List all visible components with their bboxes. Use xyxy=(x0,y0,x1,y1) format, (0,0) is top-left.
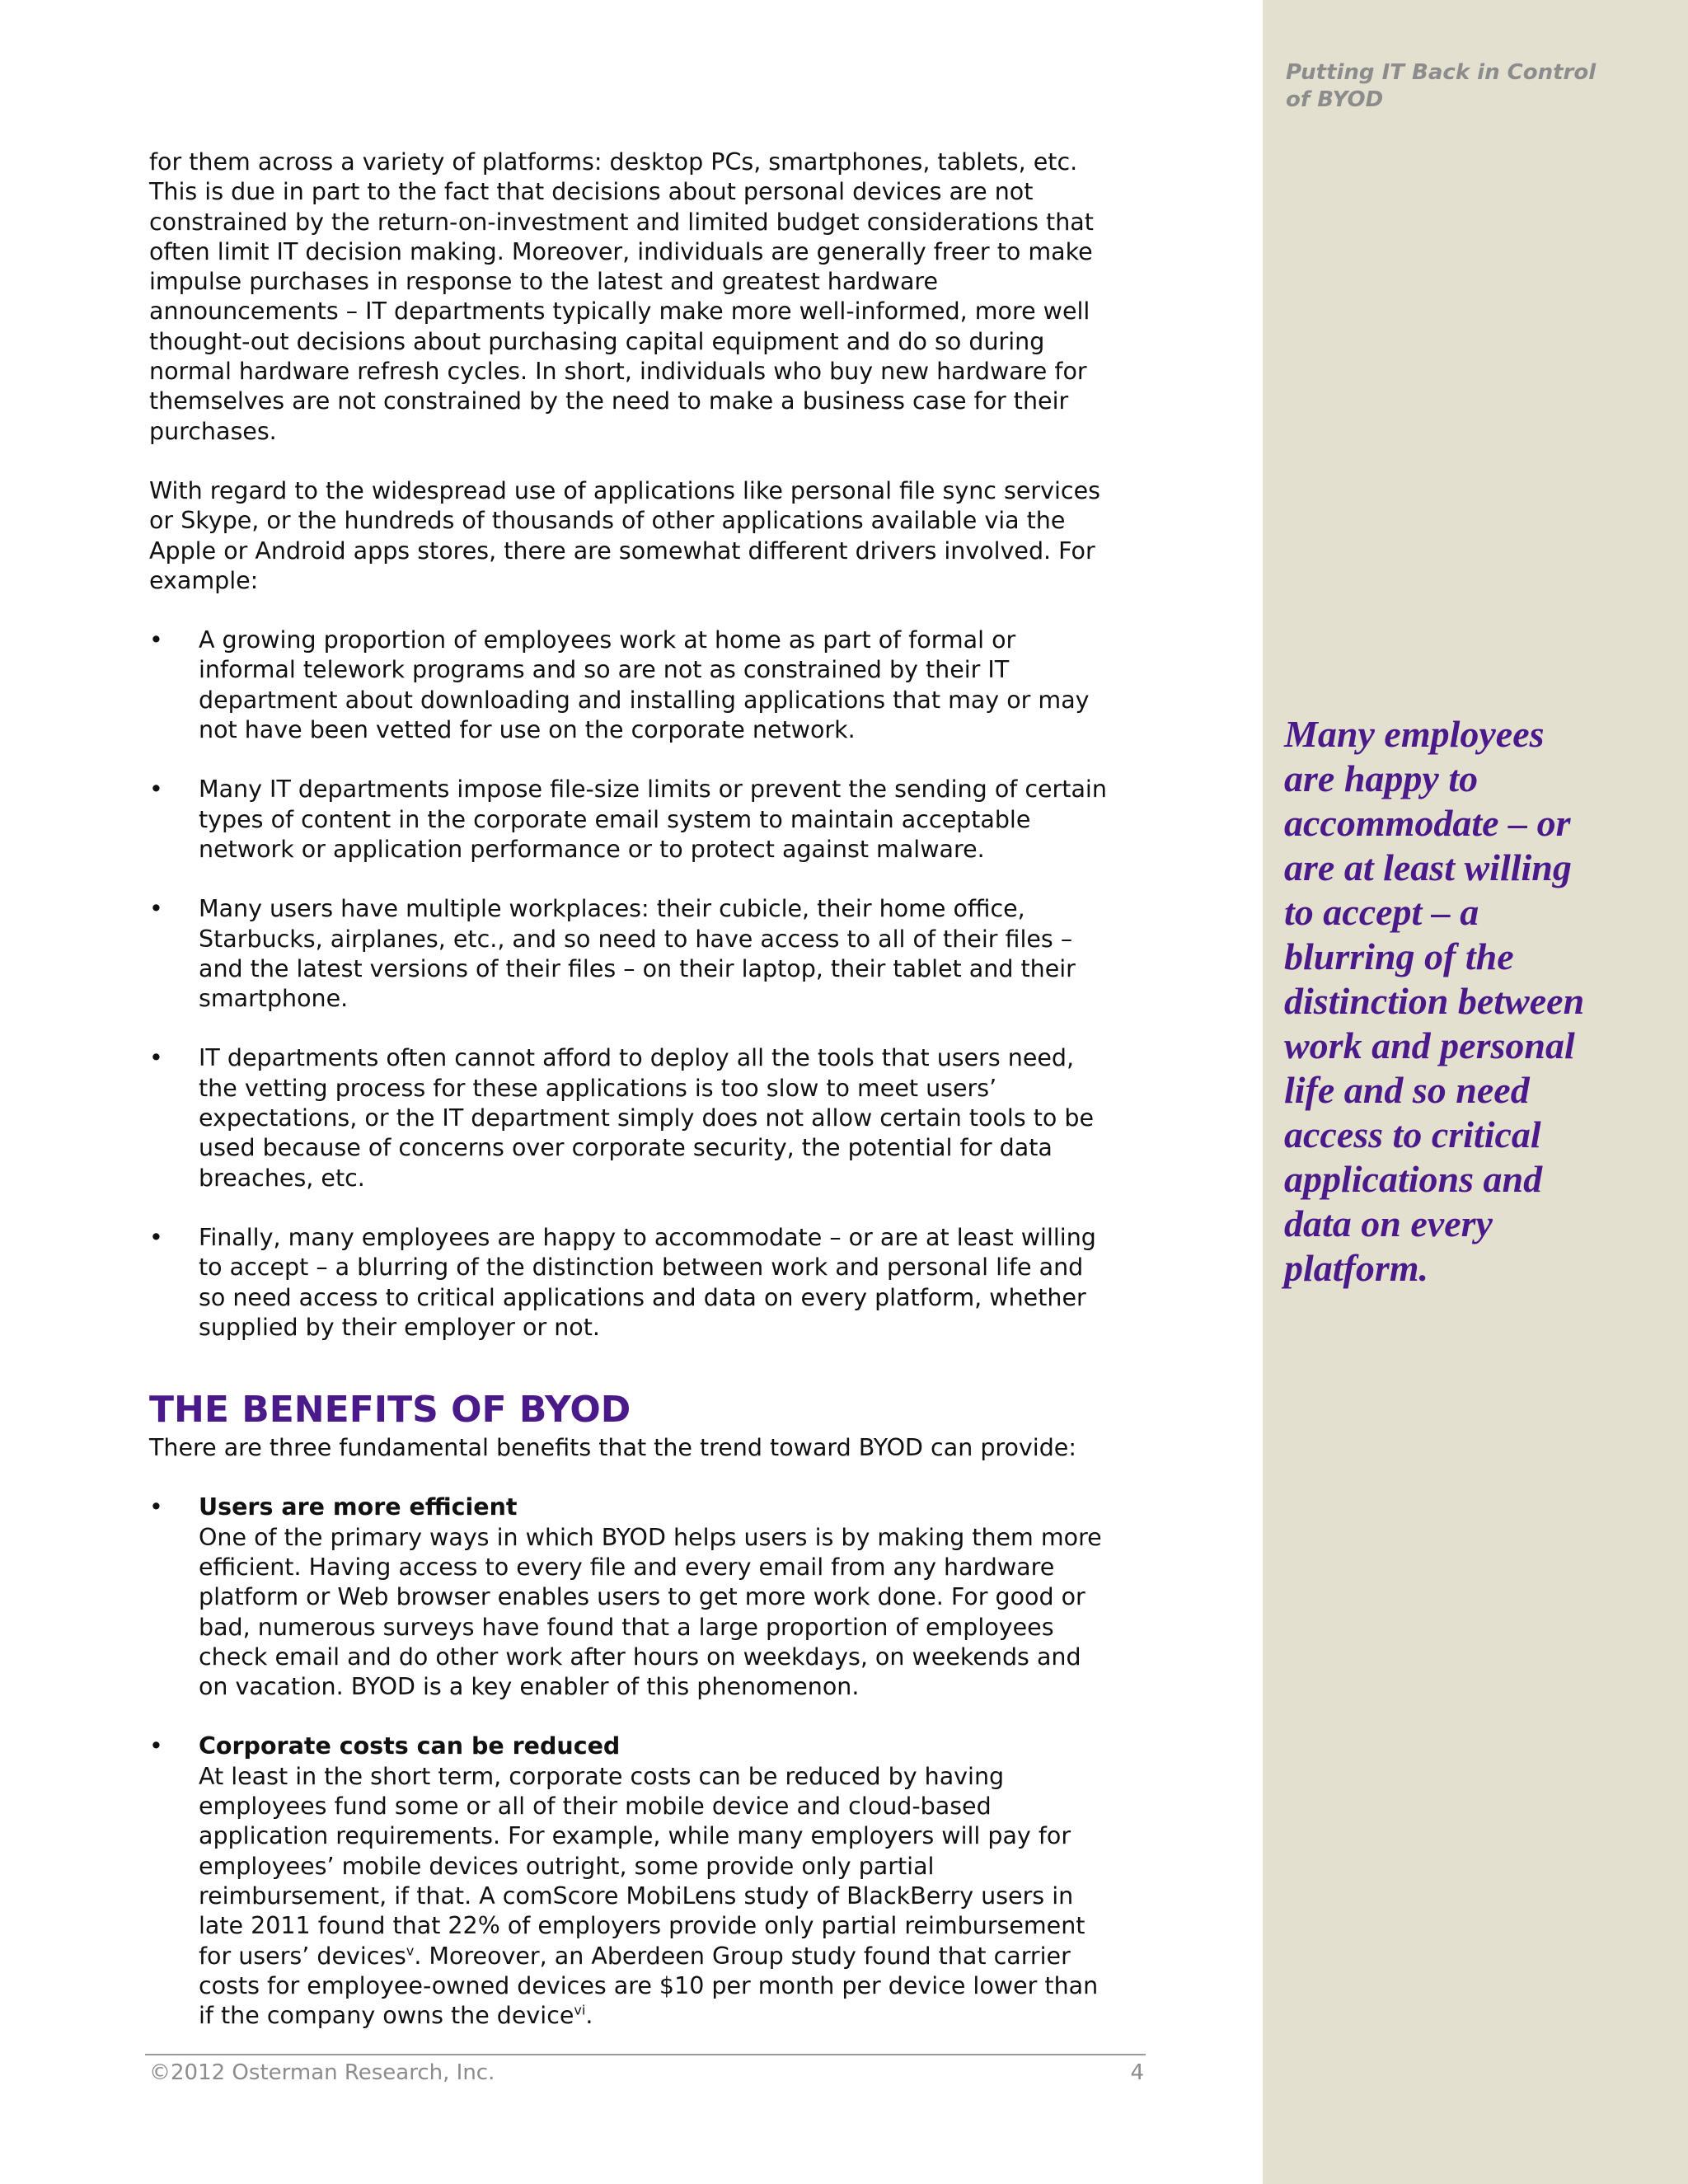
section-heading: THE BENEFITS OF BYOD xyxy=(149,1389,631,1432)
benefits-list xyxy=(149,1493,1109,2031)
running-head: Putting IT Back in Control of BYOD xyxy=(1286,60,1597,112)
list-item xyxy=(149,1043,1109,1193)
bullet-marker: • xyxy=(149,1732,163,1760)
benefit-text: At least in the short term, corporate costs can be reduced by having employees fund some or all of their mobile device and cloud-based application requirements. For example, while many employers will pay for employees’ mobile devices outright, some provide only partial reimbursement, if that. A comScore MobiLens study of BlackBerry users in late 2011 found that 22% of employers provide only partial reimbursement for users’ devices xyxy=(199,1762,1085,1970)
list-item-text: Many IT departments impose file-size limits or prevent the sending of certain types of content in the corporate email system to maintain acceptable network or application performance or to protect against malware. xyxy=(199,776,1107,863)
bullet-marker: • xyxy=(149,1223,163,1251)
footer-copyright: ©2012 Osterman Research, Inc. xyxy=(149,2060,495,2085)
benefit-item-costs xyxy=(149,1732,1109,2031)
list-item-text: IT departments often cannot afford to deploy all the tools that users need, the vetting process for these applications is too slow to meet users’ expectations, or the IT department simply does not allow certain tools to be used because of concerns over corporate security, the potential for data breaches, etc. xyxy=(199,1044,1095,1192)
endnote-reference: v xyxy=(406,1943,415,1959)
page-number: 4 xyxy=(1130,2060,1144,2085)
footer-divider xyxy=(145,2054,1146,2055)
benefit-text-continued: . Moreover, an Aberdeen Group study found that carrier costs for employee-owned devices are $10 per month per device lower than if the company owns the device xyxy=(199,1942,1099,2030)
list-item xyxy=(149,894,1109,1014)
bullet-marker: • xyxy=(149,1044,163,1072)
paragraph-application-drivers: With regard to the widespread use of applications like personal file sync services or Skype, or the hundreds of thousands of other applications available via the Apple or Android apps stores, there are somewhat different drivers involved. For example: xyxy=(149,476,1100,594)
list-item-text: A growing proportion of employees work at home as part of formal or informal telework programs and so are not as constrained by their IT department about downloading and installing applications that may or may not have been vetted for use on the corporate network. xyxy=(199,626,1090,744)
pull-quote: Many employees are happy to accommodate – or are at least willing to accept – a blurring of the distinction between work and personal life and so need access to critical applications and data on every platform. xyxy=(1284,713,1585,1289)
benefit-text-end: . xyxy=(585,2002,593,2030)
section-intro: There are three fundamental benefits that the trend toward BYOD can provide: xyxy=(149,1434,1076,1462)
benefit-title: Corporate costs can be reduced xyxy=(199,1732,621,1760)
paragraph-device-drivers: for them across a variety of platforms: desktop PCs, smartphones, tablets, etc. This is due in part to the fact that decisions about personal devices are not constrained by the return-on-investment and limited budget considerations that often limit IT decision making. Moreover, individuals are generally freer to make impulse purchases in response to the latest and greatest hardware announcements – IT departments typically make more well-informed, more well thought-out decisions about purchasing capital equipment and do so during normal hardware refresh cycles. In short, individuals who buy new hardware for themselves are not constrained by the need to make a business case for their purchases. xyxy=(149,148,1094,445)
benefit-text: One of the primary ways in which BYOD helps users is by making them more efficient. Having access to every file and every email from any hardware platform or Web browser enables users to get more work done. For good or bad, numerous surveys have found that a large proportion of employees check email and do other work after hours on weekdays, on weekends and on vacation. BYOD is a key enabler of this phenomenon. xyxy=(199,1523,1102,1701)
bullet-marker: • xyxy=(149,626,163,654)
list-item xyxy=(149,775,1109,865)
bullet-marker: • xyxy=(149,1493,163,1521)
list-item-text: Finally, many employees are happy to accommodate – or are at least willing to accept – a blurring of the distinction between work and personal life and so need access to critical applications and data on every platform, whether supplied by their employer or not. xyxy=(199,1223,1096,1341)
benefit-title: Users are more efficient xyxy=(199,1493,518,1521)
list-item xyxy=(149,1223,1109,1343)
endnote-reference: vi xyxy=(574,2002,586,2018)
list-item xyxy=(149,626,1109,745)
benefit-item-efficiency xyxy=(149,1493,1109,1702)
main-content xyxy=(149,148,1109,2060)
drivers-list xyxy=(149,626,1109,1343)
bullet-marker: • xyxy=(149,776,163,804)
list-item-text: Many users have multiple workplaces: their cubicle, their home office, Starbucks, airplanes, etc., and so need to have access to all of their files – and the latest versions of their files – on their laptop, their tablet and their smartphone. xyxy=(199,895,1076,1013)
bullet-marker: • xyxy=(149,895,163,923)
